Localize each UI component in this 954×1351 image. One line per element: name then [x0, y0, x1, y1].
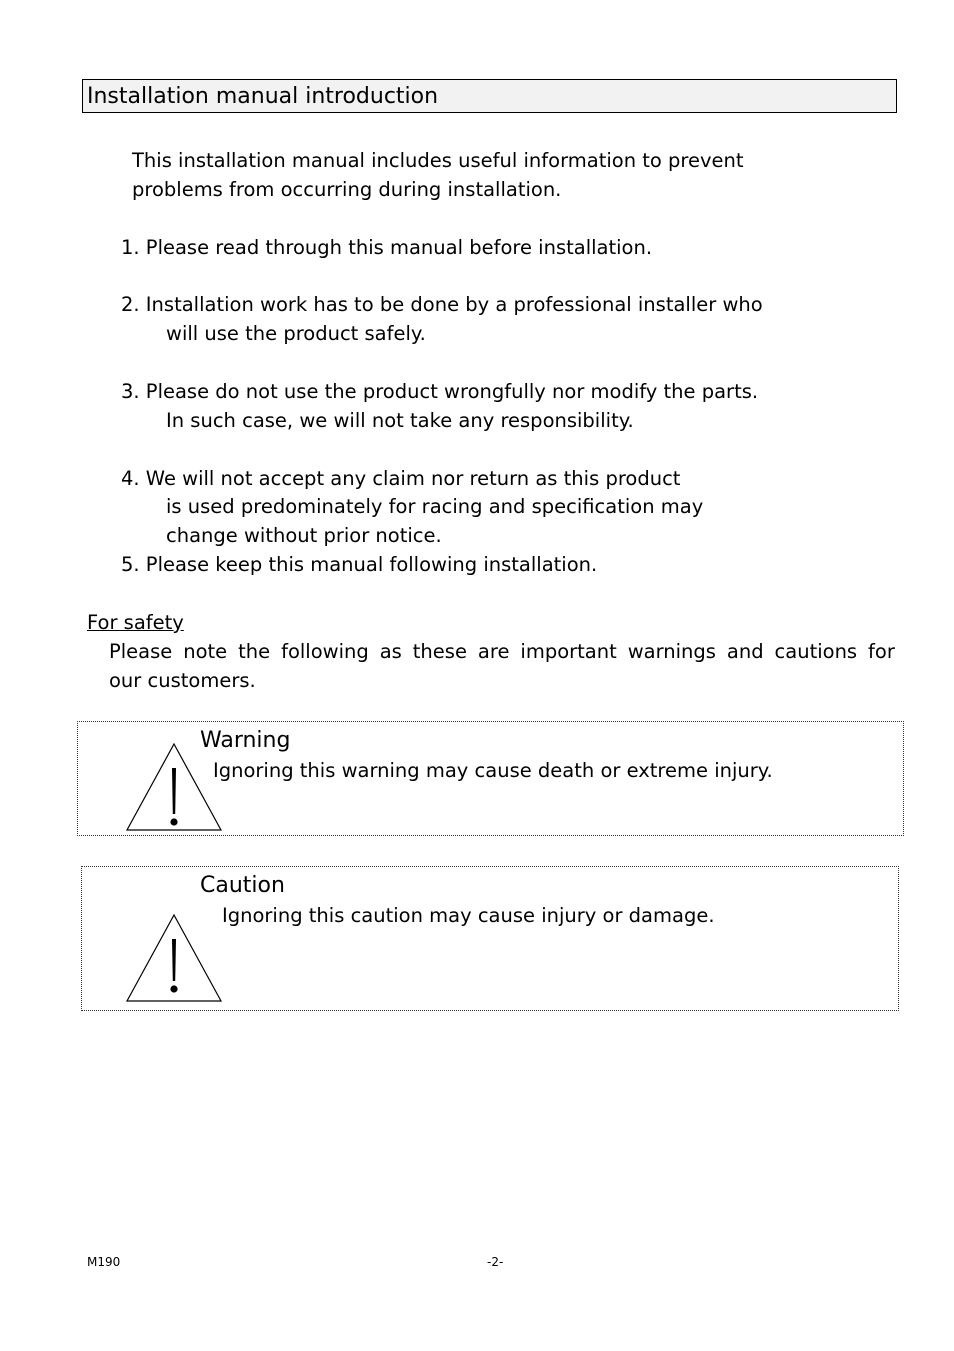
safety-word: important	[520, 640, 617, 663]
intro-line-1: This installation manual includes useful information to prevent	[132, 149, 744, 172]
safety-heading: For safety	[87, 611, 184, 634]
safety-word: are	[477, 640, 510, 663]
safety-word: for	[868, 640, 895, 663]
list-item-4-cont-1: is used predominately for racing and specification may	[166, 495, 704, 518]
caution-triangle-icon	[124, 913, 224, 1003]
safety-line-1	[109, 637, 895, 666]
list-item-1: 1. Please read through this manual before installation.	[121, 236, 653, 259]
safety-word: these	[412, 640, 467, 663]
list-item-4: 4. We will not accept any claim nor return as this product	[121, 467, 681, 490]
section-title-box	[82, 79, 897, 113]
caution-title: Caution	[200, 873, 285, 898]
list-item-4-cont-2: change without prior notice.	[166, 524, 442, 547]
safety-line-2: our customers.	[109, 669, 256, 692]
footer-model: M190	[87, 1255, 121, 1269]
list-item-3: 3. Please do not use the product wrongfully nor modify the parts.	[121, 380, 759, 403]
safety-word: Please	[109, 640, 173, 663]
intro-line-2: problems from occurring during installation.	[132, 178, 562, 201]
footer-page-number: -2-	[487, 1255, 504, 1269]
safety-word: as	[379, 640, 402, 663]
safety-word: cautions	[774, 640, 858, 663]
safety-word: following	[281, 640, 369, 663]
list-item-5: 5. Please keep this manual following installation.	[121, 553, 598, 576]
safety-word: warnings	[627, 640, 716, 663]
safety-word: and	[726, 640, 764, 663]
warning-triangle-icon	[124, 742, 224, 832]
caution-box	[81, 866, 899, 1011]
warning-text: Ignoring this warning may cause death or extreme injury.	[213, 759, 773, 782]
page-title: Installation manual introduction	[87, 84, 439, 109]
list-item-2-cont: will use the product safely.	[166, 322, 426, 345]
warning-box	[77, 721, 904, 836]
list-item-2: 2. Installation work has to be done by a professional installer who	[121, 293, 763, 316]
warning-title: Warning	[200, 728, 291, 753]
safety-word: note	[183, 640, 228, 663]
caution-text: Ignoring this caution may cause injury or damage.	[222, 904, 715, 927]
list-item-3-cont: In such case, we will not take any responsibility.	[166, 409, 634, 432]
safety-word: the	[238, 640, 271, 663]
